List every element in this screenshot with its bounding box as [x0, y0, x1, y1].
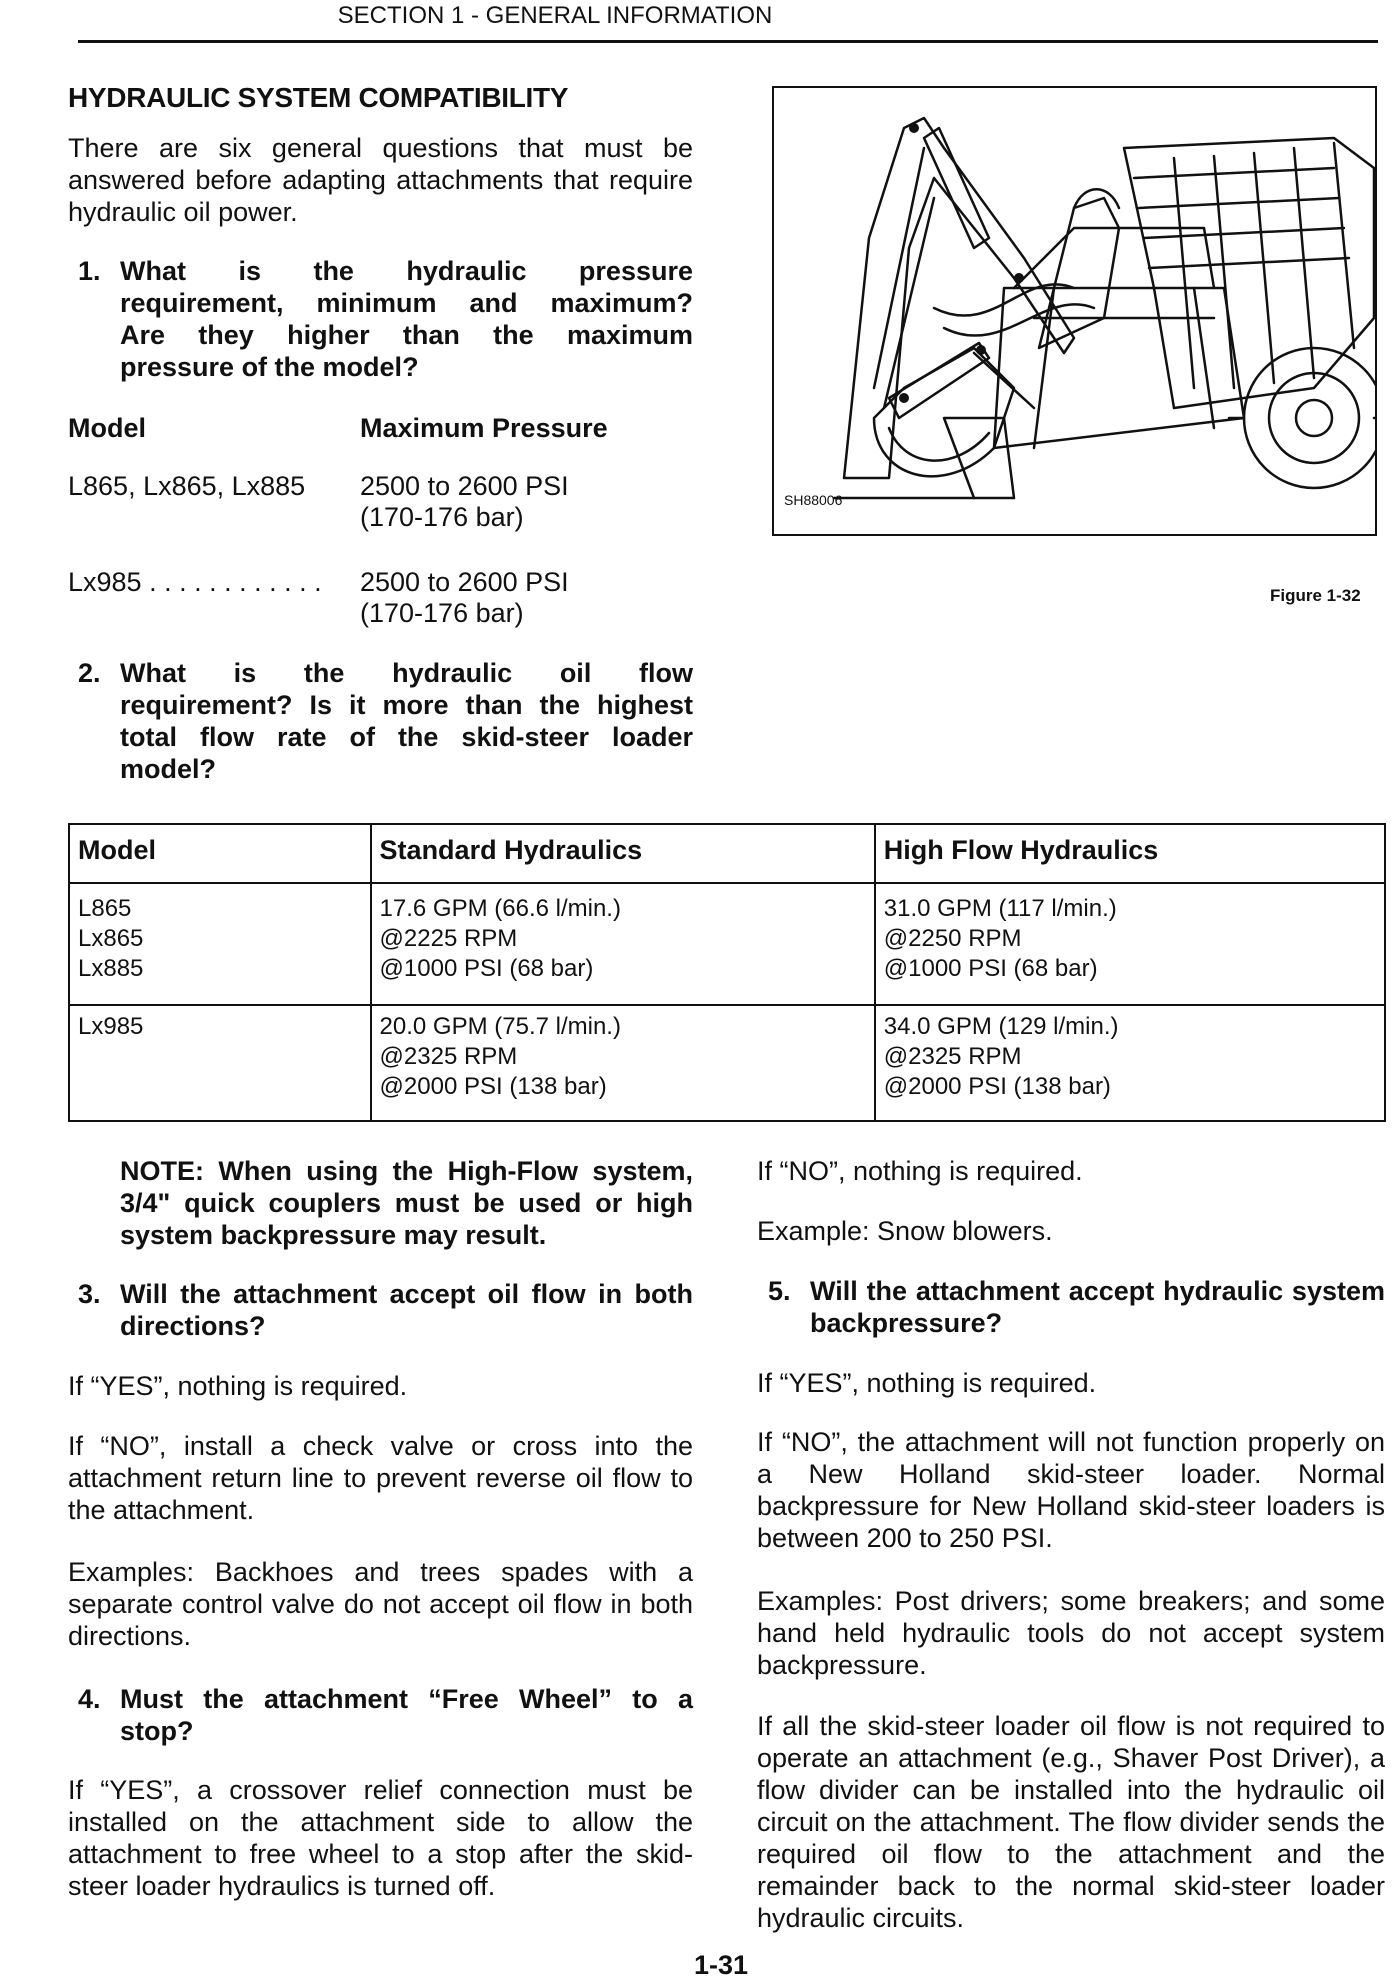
pressure-value-bar: (170-176 bar) — [360, 598, 524, 628]
q4-no-answer: If “NO”, nothing is required. — [757, 1156, 1083, 1186]
table-header-row — [69, 824, 1385, 883]
question-1-number: 1. — [78, 256, 101, 286]
intro-paragraph: There are six general questions that must be answered before adapting attachments that require hydraulic oil power. — [68, 133, 693, 227]
table-cell-high-flow — [875, 1005, 1385, 1121]
standard-flow: 20.0 GPM (75.7 l/min.) — [379, 1013, 621, 1040]
q5-yes-answer: If “YES”, nothing is required. — [757, 1368, 1097, 1398]
header-rule — [78, 40, 1378, 43]
q4-yes-answer: If “YES”, a crossover relief connection must be installed on the attachment side to allow the attachment to free wheel to a stop after the skid-steer loader hydraulics is turned off. — [68, 1775, 693, 1901]
table-cell-standard — [371, 883, 875, 1005]
section-title: SECTION 1 - GENERAL INFORMATION — [337, 2, 773, 29]
pressure-value-psi: 2500 to 2600 PSI — [360, 567, 569, 597]
high-pressure: @2000 PSI (138 bar) — [883, 1073, 1111, 1100]
question-5-number: 5. — [768, 1276, 791, 1306]
q3-yes-answer: If “YES”, nothing is required. — [68, 1371, 408, 1401]
question-1-line: requirement, minimum and maximum? — [120, 288, 693, 318]
question-1-line: Are they higher than the maximum — [120, 320, 693, 350]
table-cell-standard — [371, 1005, 875, 1121]
pressure-model-header: Model — [68, 413, 146, 443]
high-flow: 31.0 GPM (117 l/min.) — [883, 895, 1117, 922]
model-name: Lx865 — [78, 925, 144, 952]
model-name: L865 — [78, 895, 132, 922]
q3-no-answer: If “NO”, install a check valve or cross into the attachment return line to prevent reverse oil flow to the attachment. — [68, 1431, 693, 1525]
hydraulic-flow-table — [68, 823, 1386, 1122]
pressure-value-bar: (170-176 bar) — [360, 502, 524, 532]
high-flow: 34.0 GPM (129 l/min.) — [883, 1013, 1119, 1040]
backhoe-illustration — [774, 88, 1375, 534]
table-row — [69, 883, 1385, 1005]
model-name: Lx885 — [78, 955, 144, 982]
question-2-number: 2. — [78, 658, 101, 688]
high-pressure: @1000 PSI (68 bar) — [883, 955, 1098, 982]
question-5 — [768, 1275, 1385, 1339]
question-1-line: pressure of the model? — [120, 352, 419, 382]
table-cell-model — [69, 1005, 371, 1121]
question-2-line: What is the hydraulic oil flow — [120, 658, 693, 688]
table-header-high-flow: High Flow Hydraulics — [875, 824, 1385, 883]
standard-rpm: @2325 RPM — [379, 1043, 518, 1070]
pressure-row-value — [360, 567, 569, 629]
question-2-line: requirement? Is it more than the highest — [120, 690, 693, 720]
standard-rpm: @2225 RPM — [379, 925, 518, 952]
q3-examples: Examples: Backhoes and trees spades with a separate control valve do not accept oil flow in both directions. — [68, 1557, 693, 1651]
question-1-line: What is the hydraulic pressure — [120, 256, 693, 286]
standard-flow: 17.6 GPM (66.6 l/min.) — [379, 895, 621, 922]
standard-pressure: @2000 PSI (138 bar) — [379, 1073, 607, 1100]
question-2-line: total flow rate of the skid-steer loader — [120, 722, 693, 752]
table-header-standard: Standard Hydraulics — [371, 824, 875, 883]
question-2-line: model? — [120, 754, 217, 784]
page-number: 1-31 — [694, 1950, 749, 1980]
question-4-text: Must the attachment “Free Wheel” to a stop? — [120, 1684, 693, 1746]
q5-no-answer: If “NO”, the attachment will not function properly on a New Holland skid-steer loader. Normal backpressure for New Holland skid-steer loaders is between 200 to 250 PSI. — [757, 1427, 1385, 1553]
page-title: HYDRAULIC SYSTEM COMPATIBILITY — [68, 82, 569, 113]
pressure-row-model: L865, Lx865, Lx885 — [68, 471, 306, 501]
question-3-text: Will the attachment accept oil flow in both directions? — [120, 1279, 693, 1341]
high-rpm: @2250 RPM — [883, 925, 1022, 952]
high-rpm: @2325 RPM — [883, 1043, 1022, 1070]
pressure-row-value — [360, 471, 569, 533]
figure-id: SH88006 — [784, 492, 843, 508]
table-cell-model — [69, 883, 371, 1005]
question-3 — [78, 1278, 693, 1342]
question-3-number: 3. — [78, 1279, 101, 1309]
q4-example: Example: Snow blowers. — [757, 1216, 1053, 1246]
note-high-flow: NOTE: When using the High-Flow system, 3/4" quick couplers must be used or high system backpressure may result. — [120, 1156, 693, 1250]
table-header-model: Model — [69, 824, 371, 883]
model-name: Lx985 — [78, 1013, 144, 1040]
figure-backhoe-attachment — [772, 86, 1377, 536]
table-cell-high-flow — [875, 883, 1385, 1005]
table-row — [69, 1005, 1385, 1121]
figure-caption: Figure 1-32 — [1270, 586, 1361, 605]
flow-divider-paragraph: If all the skid-steer loader oil flow is not required to operate an attachment (e.g., Shaver Post Driver), a flow divider can be installed into the hydraulic oil circuit on the attachment. The flow divider sends the required oil flow to the attachment and the remainder back to the normal skid-steer loader hydraulic circuits. — [757, 1711, 1385, 1933]
standard-pressure: @1000 PSI (68 bar) — [379, 955, 594, 982]
question-2 — [78, 657, 693, 785]
question-1 — [78, 255, 693, 383]
q5-examples: Examples: Post drivers; some breakers; and some hand held hydraulic tools do not accept system backpressure. — [757, 1586, 1385, 1680]
question-4-number: 4. — [78, 1684, 101, 1714]
pressure-max-header: Maximum Pressure — [360, 413, 608, 443]
pressure-value-psi: 2500 to 2600 PSI — [360, 471, 569, 501]
question-4 — [78, 1683, 693, 1747]
question-5-text: Will the attachment accept hydraulic system backpressure? — [810, 1276, 1385, 1338]
pressure-row-model: Lx985 . . . . . . . . . . . . — [68, 567, 322, 597]
